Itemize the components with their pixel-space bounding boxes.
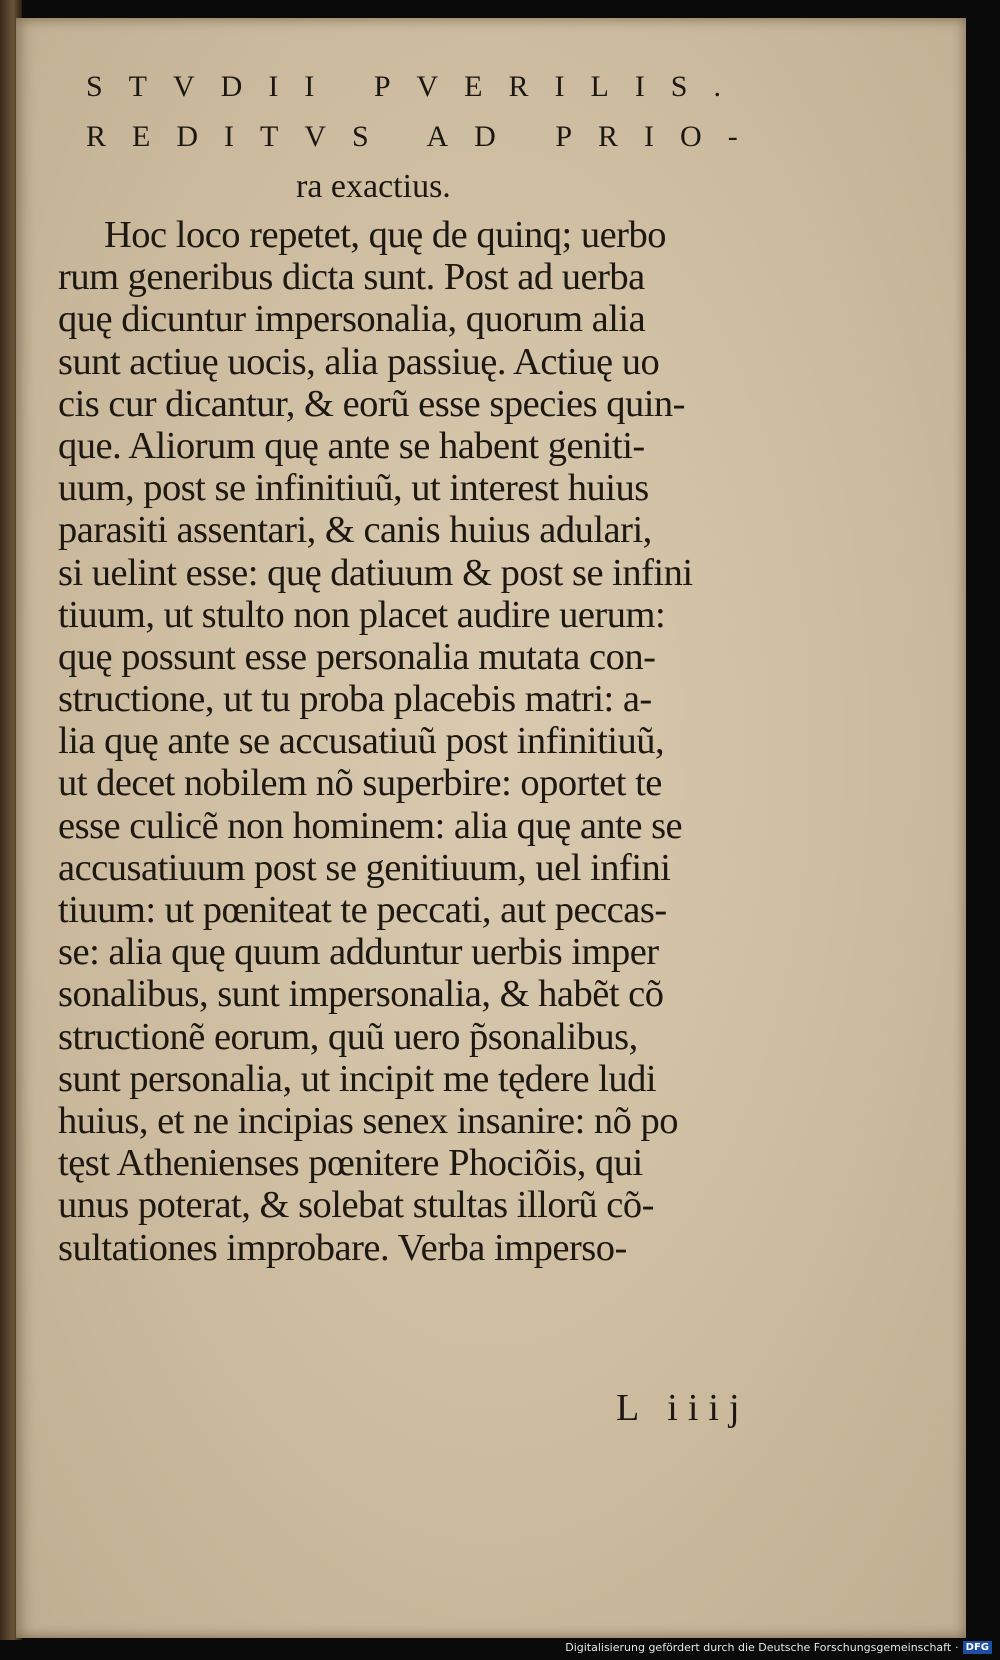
credit-separator: · bbox=[955, 1641, 959, 1654]
digitization-credit bbox=[565, 1641, 992, 1654]
text-line: sunt personalia, ut incipit me tędere ludi bbox=[58, 1057, 657, 1100]
text-line: sunt actiuę uocis, alia passiuę. Actiuę uo bbox=[58, 340, 660, 383]
text-line: esse culicẽ non hominem: alia quę ante se bbox=[58, 804, 683, 847]
text-line: structionẽ eorum, quũ uero p̃sonalibus, bbox=[58, 1015, 638, 1058]
credit-text: Digitalisierung gefördert durch die Deutsche Forschungsgemeinschaft bbox=[565, 1641, 952, 1654]
text-line: unus poterat, & solebat stultas illorũ cõ- bbox=[58, 1184, 654, 1227]
text-line: si uelint esse: quę datiuum & post se infini bbox=[58, 551, 693, 594]
text-line: uum, post se infinitiuũ, ut interest huius bbox=[58, 467, 649, 510]
text-line: quę possunt esse personalia mutata con- bbox=[58, 635, 656, 678]
text-line: tęst Athenienses pœnitere Phociõis, qui bbox=[58, 1142, 643, 1185]
text-line: que. Aliorum quę ante se habent geniti- bbox=[58, 424, 645, 467]
dfg-logo: DFG bbox=[963, 1641, 992, 1654]
text-line: tiuum, ut stulto non placet audire uerum: bbox=[58, 593, 666, 636]
text-line: structione, ut tu proba placebis matri: a- bbox=[58, 678, 652, 721]
text-line: lia quę ante se accusatiuũ post infinitiuũ, bbox=[58, 720, 665, 763]
section-heading-continued: ra exactius. bbox=[296, 168, 451, 205]
book-page bbox=[16, 18, 966, 1638]
text-line: parasiti assentari, & canis huius adulari, bbox=[58, 509, 652, 552]
text-line: quę dicuntur impersonalia, quorum alia bbox=[58, 298, 646, 341]
body-text bbox=[58, 214, 798, 1269]
text-line: Hoc loco repetet, quę de quinq; uerbo bbox=[104, 214, 667, 256]
text-line: sultationes improbare. Verba imperso- bbox=[58, 1226, 627, 1269]
text-line: huius, et ne incipias senex insanire: nõ po bbox=[58, 1099, 679, 1142]
section-heading: REDITVS AD PRIO- bbox=[86, 120, 764, 153]
running-head: STVDII PVERILIS. bbox=[86, 70, 747, 103]
text-line: cis cur dicantur, & eorũ esse species quin- bbox=[58, 382, 685, 425]
text-line: tiuum: ut pœniteat te peccati, aut peccas- bbox=[58, 889, 667, 931]
text-line: accusatiuum post se genitiuum, uel infini bbox=[58, 846, 671, 889]
signature-mark: L iiij bbox=[616, 1387, 750, 1429]
text-line: sonalibus, sunt impersonalia, & habẽt cõ bbox=[58, 973, 664, 1016]
text-line: rum generibus dicta sunt. Post ad uerba bbox=[58, 256, 645, 299]
text-line: ut decet nobilem nõ superbire: oportet te bbox=[58, 762, 662, 805]
text-line: se: alia quę quum adduntur uerbis imper bbox=[58, 931, 659, 974]
